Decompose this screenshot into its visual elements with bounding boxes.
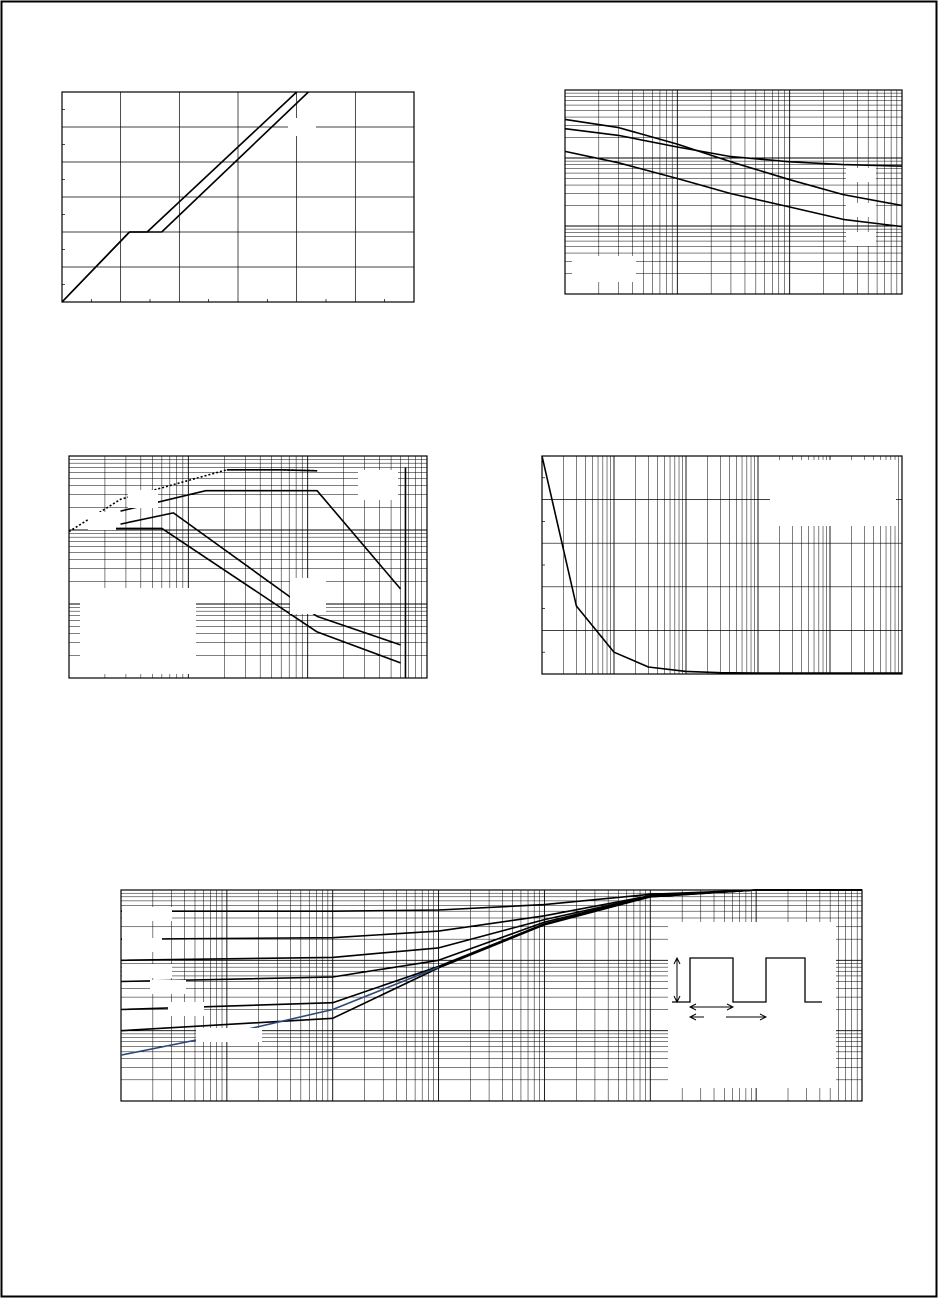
label-backdrop	[290, 578, 326, 614]
transient-thermal-chart	[121, 890, 862, 1101]
safe-operating-area-chart	[69, 456, 427, 678]
label-backdrop	[122, 964, 172, 978]
label-backdrop	[168, 1002, 204, 1016]
label-backdrop	[88, 512, 116, 530]
label-backdrop	[196, 1028, 262, 1042]
label-backdrop	[150, 980, 186, 994]
pulse-inset	[668, 922, 836, 1088]
label-backdrop	[846, 203, 876, 217]
label-backdrop	[572, 256, 636, 282]
period-label-gap	[704, 1011, 726, 1023]
power-decay-chart	[542, 456, 902, 674]
label-backdrop	[122, 907, 172, 921]
capacitance-chart	[565, 90, 902, 294]
label-backdrop	[128, 490, 158, 508]
label-backdrop	[358, 470, 398, 500]
label-backdrop	[846, 232, 876, 246]
label-backdrop	[288, 118, 316, 136]
label-backdrop	[80, 588, 196, 674]
gate-charge-chart	[62, 92, 414, 302]
label-backdrop	[846, 168, 876, 182]
label-backdrop	[122, 938, 162, 952]
label-backdrop	[770, 460, 896, 526]
